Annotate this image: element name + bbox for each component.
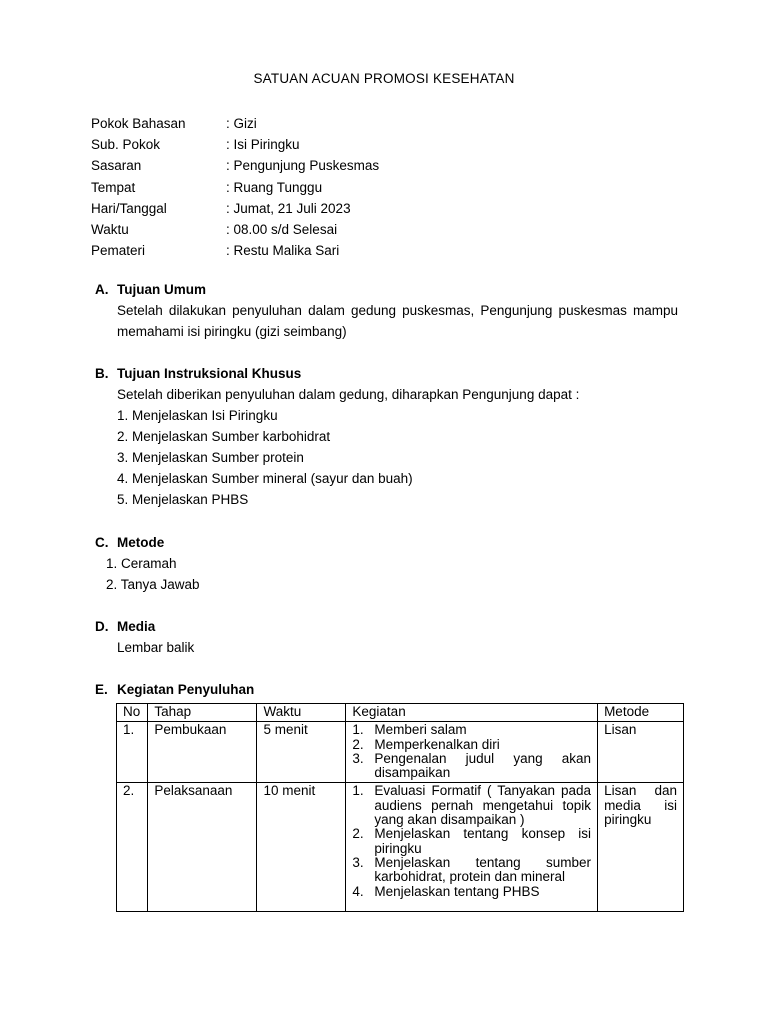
info-value: : 08.00 s/d Selesai bbox=[226, 221, 338, 237]
info-label: Hari/Tanggal bbox=[91, 200, 167, 216]
info-row bbox=[91, 113, 379, 134]
list-item bbox=[352, 738, 591, 752]
list-item: 1. Ceramah bbox=[106, 556, 177, 571]
section-media bbox=[95, 616, 678, 658]
section-text: Lembar balik bbox=[117, 640, 195, 655]
list-item bbox=[352, 885, 591, 899]
section-letter: A. bbox=[95, 282, 109, 297]
item-number: 2. bbox=[352, 826, 364, 842]
activity-list bbox=[352, 723, 591, 780]
info-label: Pokok Bahasan bbox=[91, 116, 186, 131]
list-item bbox=[352, 784, 591, 827]
section-tujuan-khusus bbox=[95, 363, 678, 510]
item-text: Memperkenalkan diri bbox=[374, 736, 500, 752]
section-title: Tujuan Umum bbox=[117, 282, 206, 297]
section-heading bbox=[95, 532, 678, 553]
info-value: : Ruang Tunggu bbox=[226, 179, 323, 195]
item-text: Menjelaskan tentang PHBS bbox=[374, 883, 540, 899]
item-number: 4. bbox=[352, 883, 364, 899]
section-intro: Setelah diberikan penyuluhan dalam gedung, diharapkan Pengunjung dapat : bbox=[117, 387, 580, 402]
info-value: : Pengunjung Puskesmas bbox=[226, 158, 380, 174]
section-heading bbox=[95, 616, 678, 637]
header-waktu: Waktu bbox=[257, 704, 346, 722]
section-letter: B. bbox=[95, 366, 109, 381]
info-value: : Gizi bbox=[226, 116, 257, 131]
item-number: 1. bbox=[352, 783, 364, 799]
section-letter: E. bbox=[95, 682, 108, 697]
info-row bbox=[91, 155, 379, 176]
header-tahap: Tahap bbox=[148, 704, 257, 722]
info-row bbox=[91, 198, 379, 219]
table-row bbox=[117, 783, 684, 911]
section-tujuan-umum bbox=[95, 279, 678, 342]
item-number: 3. bbox=[352, 854, 364, 870]
item-number: 2. bbox=[352, 736, 364, 752]
cell-kegiatan bbox=[346, 783, 598, 911]
section-title: Media bbox=[117, 619, 156, 634]
list-item bbox=[352, 856, 591, 885]
item-number: 3. bbox=[352, 750, 364, 766]
section-letter: C. bbox=[95, 535, 109, 550]
list-item: 2. Tanya Jawab bbox=[106, 577, 200, 592]
info-row bbox=[91, 240, 379, 261]
method-list bbox=[95, 553, 678, 595]
header-kegiatan: Kegiatan bbox=[346, 704, 598, 722]
list-item: 1. Menjelaskan Isi Piringku bbox=[117, 408, 278, 423]
list-item: 5. Menjelaskan PHBS bbox=[117, 492, 249, 507]
info-value: : Restu Malika Sari bbox=[226, 243, 340, 259]
header-metode: Metode bbox=[598, 704, 684, 722]
info-row bbox=[91, 177, 379, 198]
cell-tahap: Pelaksanaan bbox=[148, 783, 257, 911]
item-text: Menjelaskan tentang sumber karbohidrat, protein dan mineral bbox=[374, 854, 592, 885]
header-no: No bbox=[117, 704, 148, 722]
cell-no: 2. bbox=[117, 783, 148, 911]
info-label: Tempat bbox=[91, 179, 136, 195]
section-heading bbox=[95, 279, 678, 300]
cell-metode: Lisan dan media isi piringku bbox=[598, 783, 684, 911]
activity-table bbox=[116, 703, 684, 912]
item-text: Evaluasi Formatif ( Tanyakan pada audiens pernah mengetahui topik yang akan disampaikan ) bbox=[374, 783, 592, 828]
cell-waktu: 5 menit bbox=[257, 722, 346, 783]
cell-metode: Lisan bbox=[598, 722, 684, 783]
info-row bbox=[91, 219, 379, 240]
item-text: Pengenalan judul yang akan disampaikan bbox=[374, 750, 592, 781]
info-block bbox=[91, 113, 379, 261]
objective-list bbox=[95, 405, 678, 510]
info-value: : Jumat, 21 Juli 2023 bbox=[226, 200, 351, 216]
item-text: Menjelaskan tentang konsep isi piringku bbox=[374, 826, 592, 856]
item-number: 1. bbox=[352, 722, 364, 738]
cell-no: 1. bbox=[117, 722, 148, 783]
section-heading bbox=[95, 679, 678, 700]
info-label: Pemateri bbox=[91, 243, 146, 259]
info-value: : Isi Piringku bbox=[226, 137, 300, 153]
list-item: 2. Menjelaskan Sumber karbohidrat bbox=[117, 429, 331, 444]
section-metode bbox=[95, 532, 678, 595]
table-header-row bbox=[117, 704, 684, 722]
list-item: 3. Menjelaskan Sumber protein bbox=[117, 450, 304, 465]
activity-list bbox=[352, 784, 591, 898]
section-heading bbox=[95, 363, 678, 384]
section-title: Kegiatan Penyuluhan bbox=[117, 682, 255, 697]
info-label: Sasaran bbox=[91, 158, 142, 174]
table-row bbox=[117, 722, 684, 783]
section-title: Metode bbox=[117, 535, 165, 550]
info-row bbox=[91, 134, 379, 155]
section-letter: D. bbox=[95, 619, 109, 634]
info-label: Sub. Pokok bbox=[91, 137, 161, 153]
list-item bbox=[352, 752, 591, 781]
section-title: Tujuan Instruksional Khusus bbox=[117, 366, 302, 381]
list-item bbox=[352, 723, 591, 737]
section-text: Setelah dilakukan penyuluhan dalam gedung puskesmas, Pengunjung puskesmas mampu memahami isi piringku (gizi seimbang) bbox=[117, 303, 678, 339]
document-title: SATUAN ACUAN PROMOSI KESEHATAN bbox=[253, 71, 515, 86]
list-item bbox=[352, 827, 591, 856]
list-item: 4. Menjelaskan Sumber mineral (sayur dan buah) bbox=[117, 471, 413, 486]
cell-kegiatan bbox=[346, 722, 598, 783]
info-label: Waktu bbox=[91, 221, 129, 237]
cell-tahap: Pembukaan bbox=[148, 722, 257, 783]
section-kegiatan bbox=[95, 679, 678, 700]
cell-waktu: 10 menit bbox=[257, 783, 346, 911]
item-text: Memberi salam bbox=[374, 722, 467, 738]
